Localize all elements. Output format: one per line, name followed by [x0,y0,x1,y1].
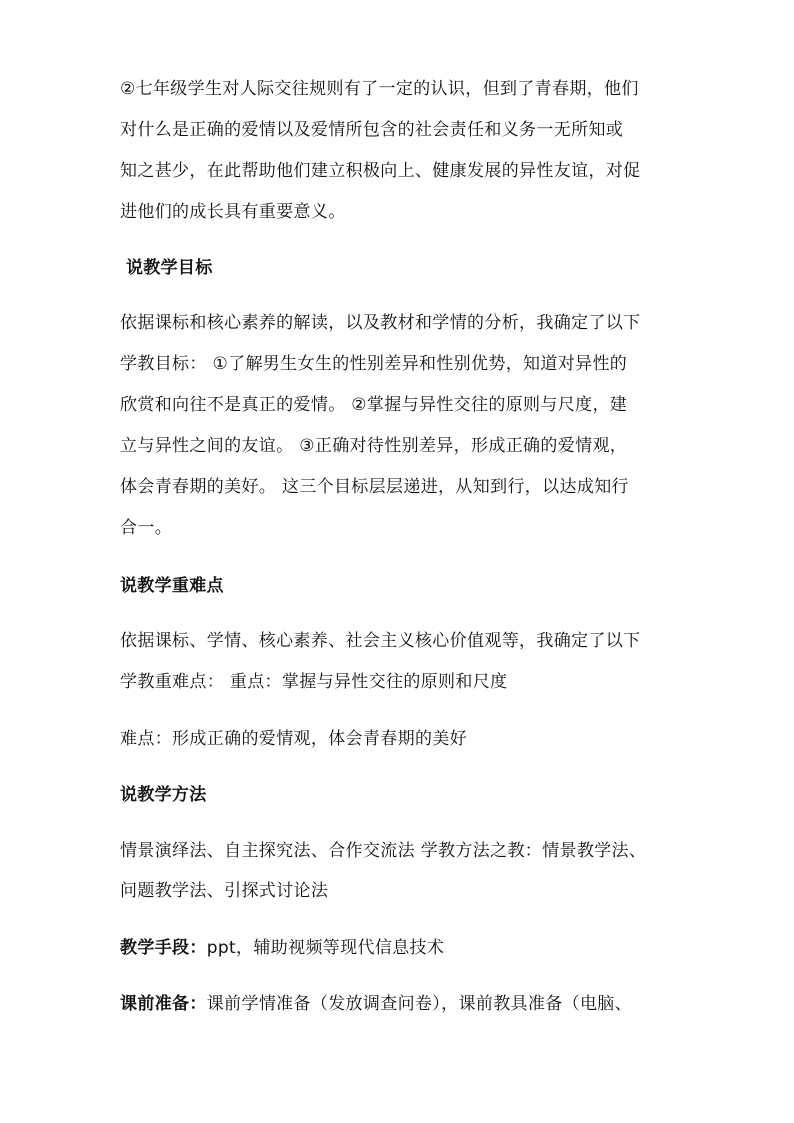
paragraph-line: 合一。 [120,518,173,538]
preparation-line [120,992,744,1016]
paragraph-line: 学教重难点： 重点：掌握与异性交往的原则和尺度 [120,672,508,692]
teaching-means-line [120,936,744,960]
preparation-text: 课前学情准备（发放调查问卷），课前教具准备（电脑、 [206,994,632,1014]
section-heading-key-points: 说教学重难点 [120,576,224,596]
section-heading-methods: 说教学方法 [120,785,207,805]
preparation-label: 课前准备： [120,994,207,1014]
paragraph-line: 进他们的成长具有重要意义。 [120,202,346,222]
paragraph-line: 对什么是正确的爱情以及爱情所包含的社会责任和义务一无所知或 [120,120,624,140]
paragraph-line: 体会青春期的美好。 这三个目标层层递进，从知到行，以达成知行 [120,477,629,497]
paragraph-line: 立与异性之间的友谊。 ③正确对待性别差异，形成正确的爱情观， [120,436,628,456]
paragraph-line: 问题教学法、引探式讨论法 [120,881,329,901]
paragraph-line: 难点：形成正确的爱情观，体会青春期的美好 [120,729,467,749]
paragraph-line: 知之甚少，在此帮助他们建立积极向上、健康发展的异性友谊，对促 [120,161,641,181]
teaching-means-label: 教学手段： [120,938,207,958]
paragraph-line: 情景演绎法、自主探究法、合作交流法 学教方法之教：情景教学法、 [120,841,647,861]
paragraph-line: 依据课标、学情、核心素养、社会主义核心价值观等，我确定了以下 [120,631,641,651]
paragraph-line: 依据课标和核心素养的解读，以及教材和学情的分析，我确定了以下 [120,313,641,333]
paragraph-line: 欣赏和向往不是真正的爱情。 ②掌握与异性交往的原则与尺度，建 [120,395,628,415]
teaching-means-text: ppt，辅助视频等现代信息技术 [206,938,445,958]
paragraph-line: ②七年级学生对人际交往规则有了一定的认识，但到了青春期，他们 [120,79,639,99]
section-heading-goals: 说教学目标 [126,258,213,278]
paragraph-line: 学教目标： ①了解男生女生的性别差异和性别优势，知道对异性的 [120,354,628,374]
